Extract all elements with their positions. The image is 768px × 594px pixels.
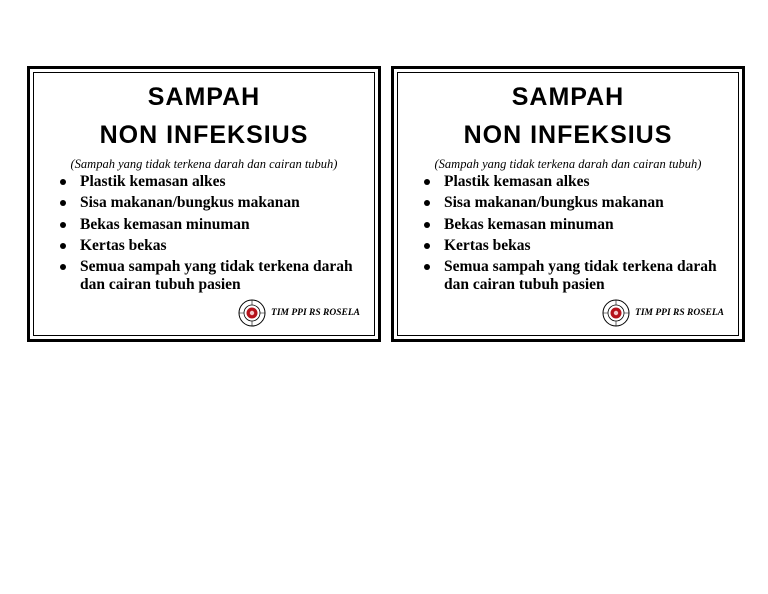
card-title-line2: NON INFEKSIUS [99,121,309,149]
waste-label-card-right [391,66,745,342]
list-item-text: Sisa makanan/bungkus makanan [444,194,664,212]
list-item-text: Plastik kemasan alkes [444,173,590,190]
card-title-line2: NON INFEKSIUS [463,121,673,149]
list-item-text: Semua sampah yang tidak terkena darah dan cairan tubuh pasien [444,258,717,294]
bullet-icon [60,264,66,270]
list-item [420,216,720,234]
bullet-icon [424,179,430,185]
card-inner-border [33,72,375,336]
waste-item-list [420,173,720,297]
bullet-icon [424,264,430,270]
footer-team-label: TIM PPI RS ROSELA [271,308,360,318]
card-subtitle: (Sampah yang tidak terkena darah dan cairan tubuh) [434,157,702,171]
hospital-logo-icon [238,299,266,327]
bullet-icon [424,222,430,228]
bullet-icon [424,200,430,206]
list-item [56,216,356,234]
list-item [420,173,720,191]
list-item-text: Bekas kemasan minuman [80,215,250,233]
list-item-text: Bekas kemasan minuman [444,215,614,233]
bullet-icon [60,179,66,185]
list-item-text: Kertas bekas [444,236,531,254]
list-item [420,258,720,294]
card-title-line1: SAMPAH [147,83,261,111]
bullet-icon [60,243,66,249]
list-item [56,258,356,294]
list-item [420,194,720,212]
list-item-text: Semua sampah yang tidak terkena darah dan cairan tubuh pasien [80,258,353,294]
list-item [56,194,356,212]
list-item-text: Plastik kemasan alkes [80,173,226,190]
waste-item-list [56,173,356,297]
card-footer [602,299,724,327]
list-item [56,173,356,191]
card-inner-border [397,72,739,336]
footer-team-label: TIM PPI RS ROSELA [635,308,724,318]
list-item-text: Kertas bekas [80,236,167,254]
bullet-icon [424,243,430,249]
list-item-text: Sisa makanan/bungkus makanan [80,194,300,212]
bullet-icon [60,222,66,228]
list-item [420,237,720,255]
bullet-icon [60,200,66,206]
card-title-line1: SAMPAH [511,83,625,111]
waste-label-card-left [27,66,381,342]
list-item [56,237,356,255]
card-subtitle: (Sampah yang tidak terkena darah dan cairan tubuh) [70,157,338,171]
card-footer [238,299,360,327]
hospital-logo-icon [602,299,630,327]
